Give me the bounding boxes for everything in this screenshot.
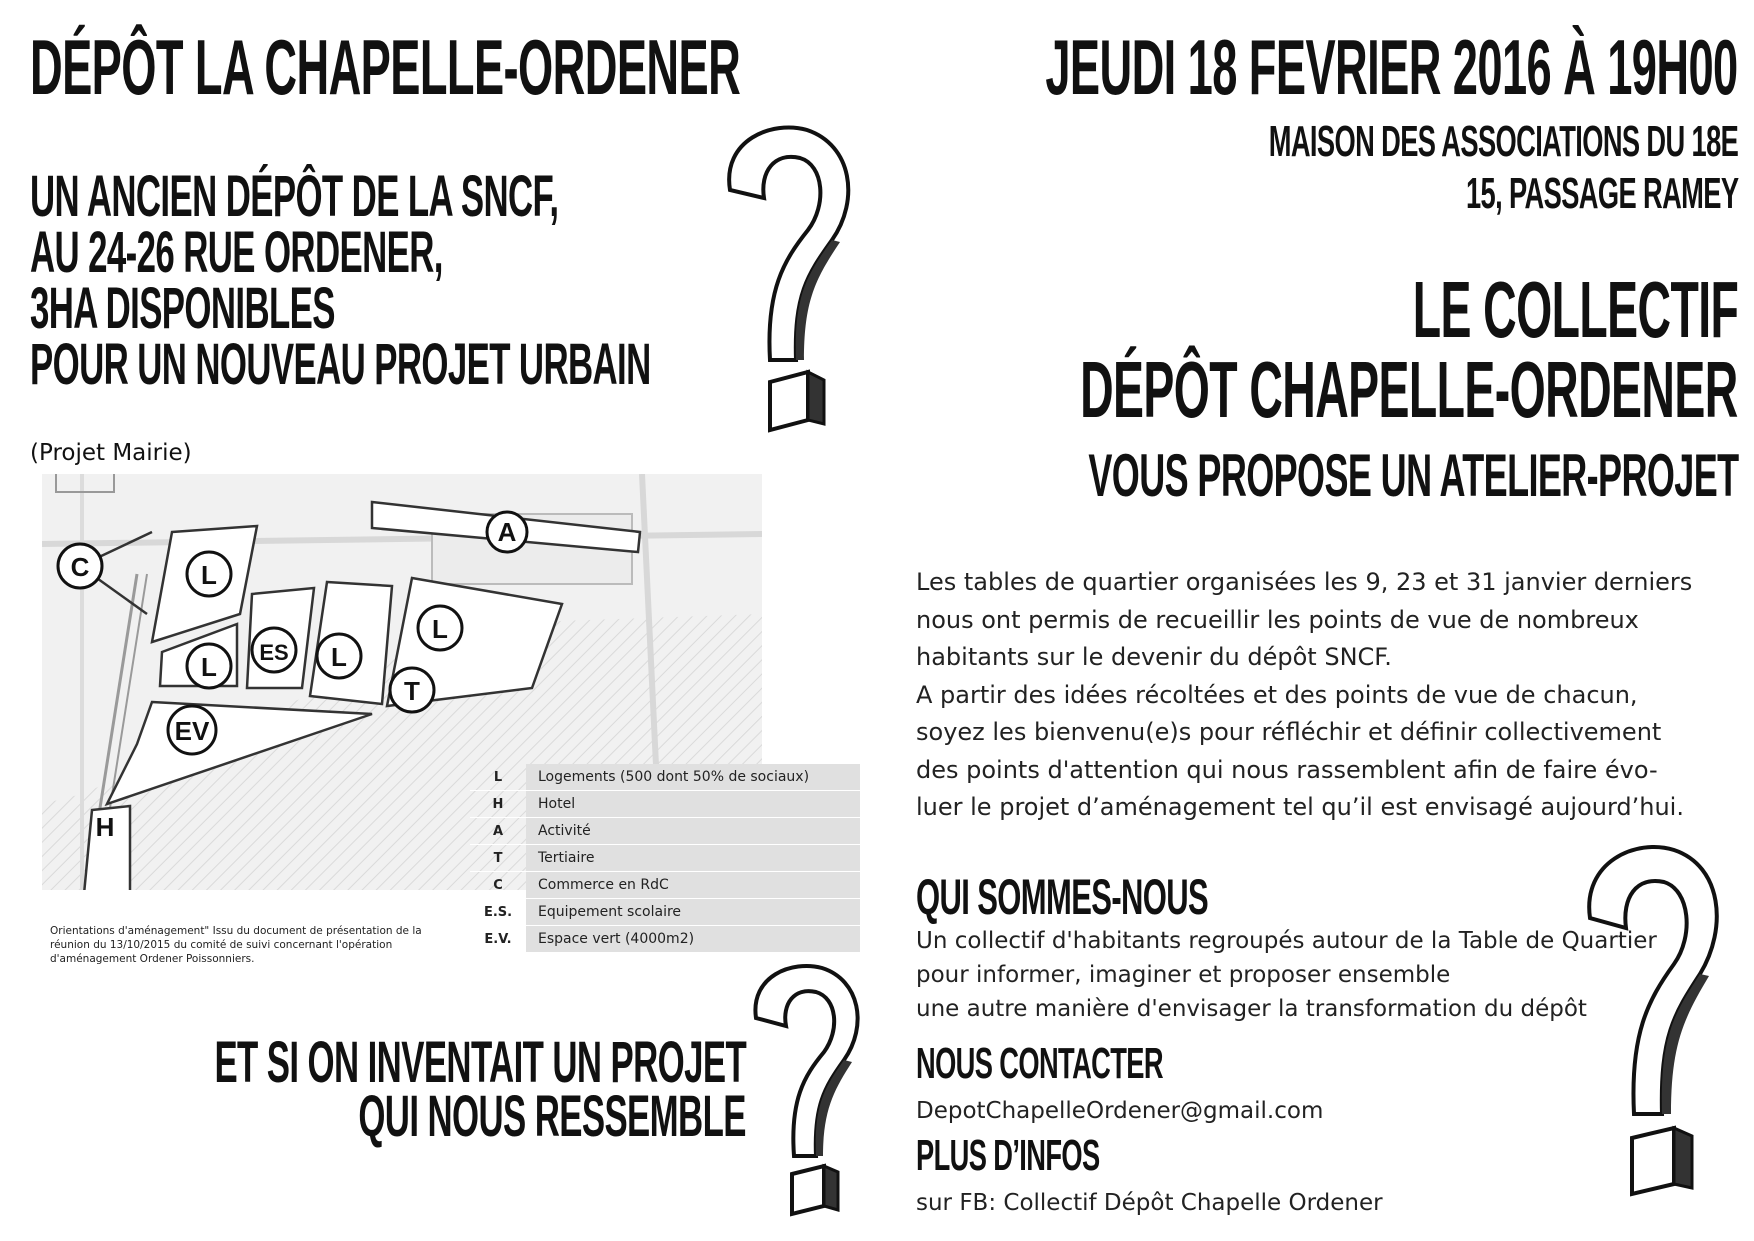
question-mark-icon [712, 120, 862, 450]
atelier-line: VOUS PROPOSE UN ATELIER-PROJET [1087, 442, 1738, 509]
map-marker [187, 552, 231, 596]
legend-value: Espace vert (4000m2) [526, 926, 860, 953]
intro-paragraph [916, 564, 1692, 827]
paragraph-line: habitants sur le devenir du dépôt SNCF. [916, 643, 1392, 671]
map-label: C [70, 552, 90, 582]
map-marker [390, 668, 434, 712]
legend-key: C [470, 872, 526, 899]
infos-heading: PLUS D’INFOS [916, 1131, 1100, 1180]
paragraph-line: nous ont permis de recueillir les points de vue de nombreux [916, 605, 1639, 634]
question-mark-icon [742, 960, 872, 1220]
collectif-line: DÉPÔT CHAPELLE-ORDENER [1080, 345, 1738, 434]
qui-line: Un collectif d'habitants regroupés autour de la Table de Quartier [916, 928, 1657, 954]
legend-row [470, 791, 860, 818]
map-label: A [497, 517, 517, 547]
legend-key: T [470, 845, 526, 872]
map-label: ES [259, 640, 289, 665]
map-marker [168, 706, 216, 754]
map-label: EV [174, 716, 210, 746]
map-marker [317, 634, 361, 678]
map-caption [50, 924, 422, 966]
legend-row [470, 926, 860, 953]
map-marker [418, 606, 462, 650]
qui-heading: QUI SOMMES-NOUS [916, 869, 1209, 925]
closing-line: ET SI ON INVENTAIT UN PROJET [214, 1030, 746, 1095]
qui-text [916, 924, 1657, 1026]
legend-value: Hotel [526, 791, 860, 818]
closing-line: QUI NOUS RESSEMBLE [358, 1084, 746, 1149]
map-label: H [95, 812, 115, 842]
paragraph-line: Les tables de quartier organisées les 9, 23 et 31 janvier derniers [916, 568, 1693, 596]
venue-line: MAISON DES ASSOCIATIONS DU 18E [1268, 117, 1738, 166]
event-date: JEUDI 18 FEVRIER 2016 À 19H00 [1045, 23, 1738, 111]
legend-value: Logements (500 dont 50% de sociaux) [526, 764, 860, 791]
map-marker [58, 544, 102, 588]
headline-line: POUR UN NOUVEAU PROJET URBAIN [30, 332, 651, 397]
map-marker [487, 512, 527, 552]
map-label: L [432, 614, 448, 644]
legend-table [470, 764, 860, 953]
caption-line: Orientations d'aménagement" Issu du document de présentation de la [50, 925, 422, 937]
map-marker [252, 628, 296, 672]
legend-key: E.V. [470, 926, 526, 953]
map-label: L [331, 642, 347, 672]
legend-key: L [470, 764, 526, 791]
legend-value: Commerce en RdC [526, 872, 860, 899]
legend-key: E.S. [470, 899, 526, 926]
caption-line: d'aménagement Ordener Poissonniers. [50, 953, 255, 965]
legend-key: A [470, 818, 526, 845]
map-label: L [201, 652, 217, 682]
left-title: DÉPÔT LA CHAPELLE-ORDENER [30, 23, 741, 111]
venue-line: 15, PASSAGE RAMEY [1465, 169, 1738, 218]
qui-line: pour informer, imaginer et proposer ensemble [916, 962, 1451, 988]
legend-key: H [470, 791, 526, 818]
contact-email[interactable]: DepotChapelleOrdener@gmail.com [916, 1098, 1324, 1124]
collectif-line: LE COLLECTIF [1412, 265, 1738, 354]
paragraph-line: des points d'attention qui nous rassemblent afin de faire évo- [916, 755, 1658, 784]
legend-row [470, 899, 860, 926]
headline-line: UN ANCIEN DÉPÔT DE LA SNCF, [30, 164, 559, 229]
paragraph-line: soyez les bienvenu(e)s pour réfléchir et définir collectivement [916, 718, 1662, 746]
legend-row [470, 764, 860, 791]
map-label: T [404, 676, 420, 706]
map-label: L [201, 560, 217, 590]
projet-note: (Projet Mairie) [30, 440, 192, 466]
caption-line: réunion du 13/10/2015 du comité de suivi concernant l'opération [50, 939, 393, 951]
legend-row [470, 818, 860, 845]
legend-value: Activité [526, 818, 860, 845]
legend-value: Equipement scolaire [526, 899, 860, 926]
paragraph-line: luer le projet d’aménagement tel qu’il est envisagé aujourd’hui. [916, 793, 1684, 821]
map-marker [187, 644, 231, 688]
question-mark-icon [1570, 838, 1730, 1216]
paragraph-line: A partir des idées récoltées et des points de vue de chacun, [916, 680, 1638, 709]
qui-line: une autre manière d'envisager la transformation du dépôt [916, 996, 1587, 1022]
legend-row [470, 872, 860, 899]
contact-heading: NOUS CONTACTER [916, 1039, 1163, 1088]
facebook-info[interactable]: sur FB: Collectif Dépôt Chapelle Ordener [916, 1190, 1383, 1216]
headline-line: 3HA DISPONIBLES [30, 276, 335, 341]
legend-row [470, 845, 860, 872]
legend-value: Tertiaire [526, 845, 860, 872]
headline-line: AU 24-26 RUE ORDENER, [30, 220, 443, 285]
